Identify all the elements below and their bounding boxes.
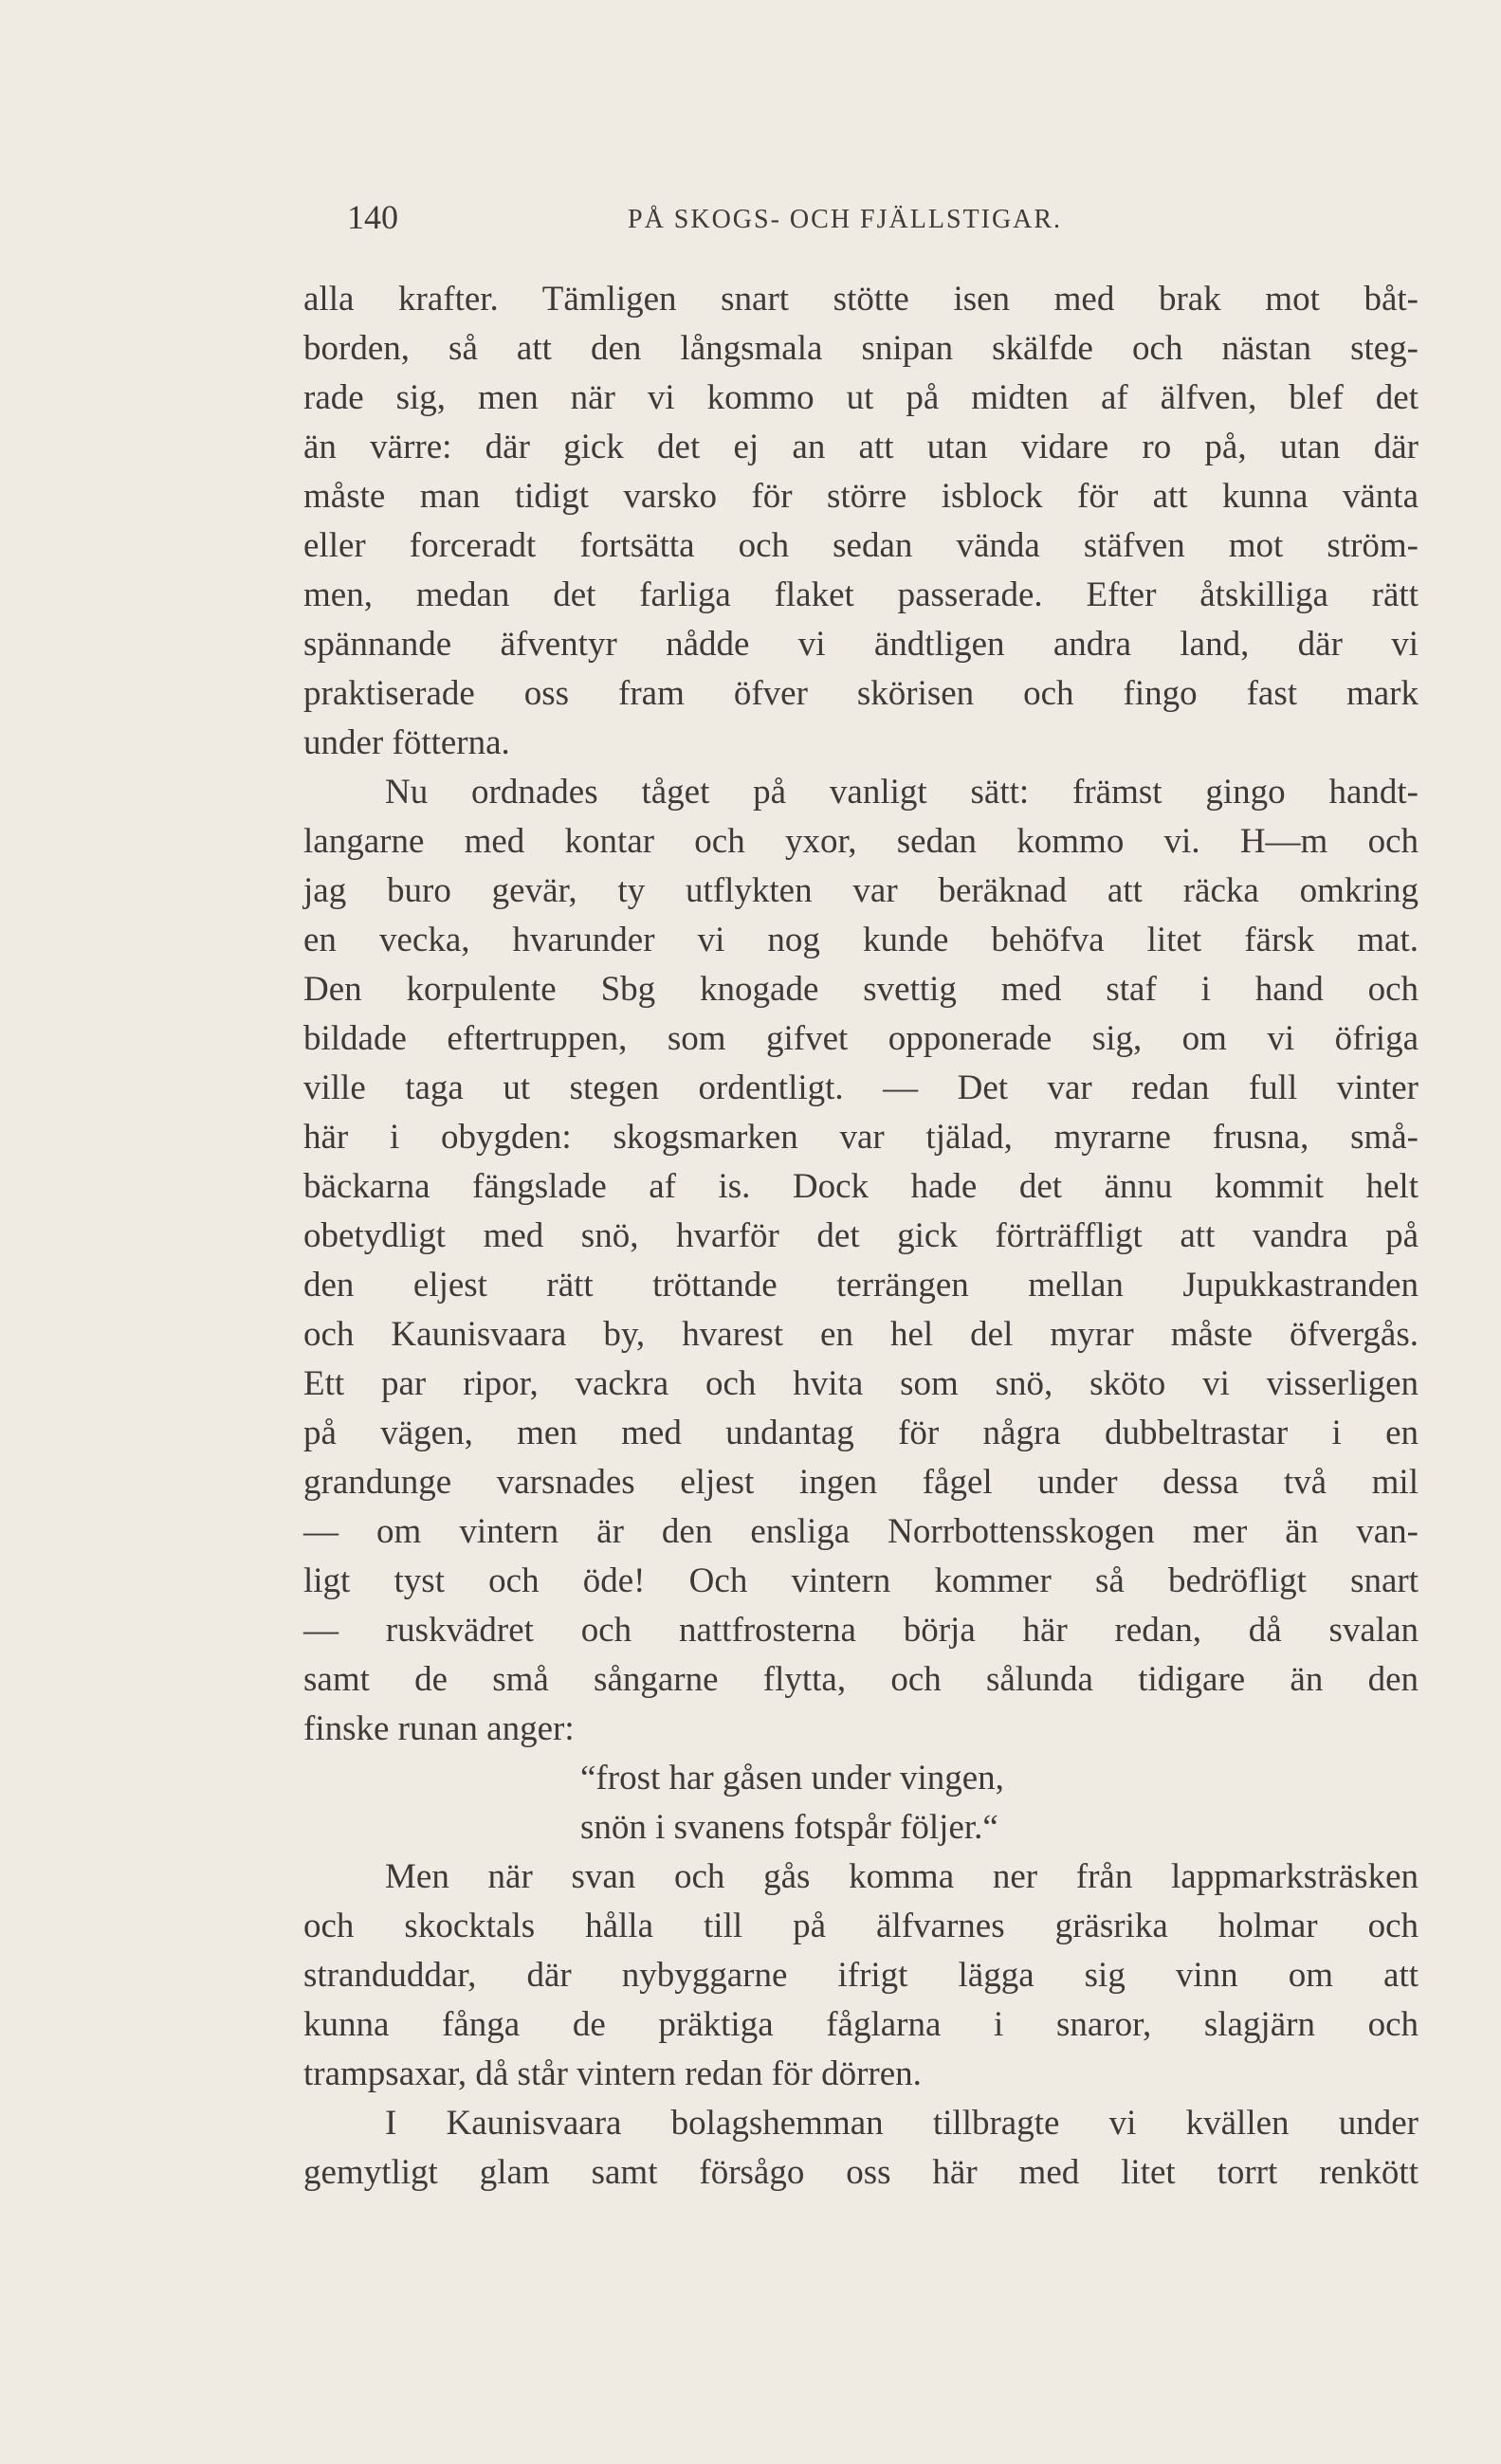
- text-line: Ett par ripor, vackra och hvita som snö, sköto vi visserligen: [303, 1364, 1419, 1403]
- text-line: samt de små sångarne flytta, och sålunda tidigare än den: [303, 1660, 1419, 1699]
- body-text: [303, 275, 1419, 2198]
- text-line: spännande äfventyr nådde vi ändtligen andra land, där vi: [303, 625, 1419, 664]
- text-line: och Kaunisvaara by, hvarest en hel del myrar måste öfvergås.: [303, 1315, 1419, 1354]
- text-line: här i obygden: skogsmarken var tjälad, myrarne frusna, små-: [303, 1118, 1419, 1157]
- text-line: den eljest rätt tröttande terrängen mellan Jupukkastranden: [303, 1266, 1419, 1305]
- text-line: Nu ordnades tåget på vanligt sätt: främst gingo handt-: [385, 773, 1419, 812]
- text-line: kunna fånga de präktiga fåglarna i snaror, slagjärn och: [303, 2005, 1419, 2044]
- text-line: måste man tidigt varsko för större isblock för att kunna vänta: [303, 477, 1419, 516]
- text-line: praktiserade oss fram öfver skörisen och fingo fast mark: [303, 674, 1419, 713]
- text-line: trampsaxar, då står vintern redan för dörren.: [303, 2054, 922, 2093]
- text-line: snön i svanens fotspår följer.“: [580, 1808, 998, 1847]
- text-line: Men när svan och gås komma ner från lappmarksträsken: [385, 1857, 1419, 1896]
- text-line: ligt tyst och öde! Och vintern kommer så bedröfligt snart: [303, 1561, 1419, 1600]
- page-number: 140: [347, 198, 398, 236]
- text-line: finske runan anger:: [303, 1709, 575, 1748]
- text-line: och skocktals hålla till på älfvarnes gräsrika holmar och: [303, 1907, 1419, 1945]
- text-line: gemytligt glam samt försågo oss här med litet torrt renkött: [303, 2153, 1419, 2192]
- text-line: rade sig, men när vi kommo ut på midten af älfven, blef det: [303, 378, 1419, 417]
- text-line: — om vintern är den ensliga Norrbottensskogen mer än van-: [303, 1512, 1419, 1551]
- text-line: langarne med kontar och yxor, sedan kommo vi. H—m och: [303, 822, 1419, 861]
- text-line: obetydligt med snö, hvarför det gick förträffligt att vandra på: [303, 1216, 1419, 1255]
- text-line: bildade eftertruppen, som gifvet opponerade sig, om vi öfriga: [303, 1019, 1419, 1058]
- text-line: eller forceradt fortsätta och sedan vända stäfven mot ström-: [303, 526, 1419, 565]
- text-line: “frost har gåsen under vingen,: [580, 1759, 1004, 1798]
- text-line: jag buro gevär, ty utflykten var beräknad att räcka omkring: [303, 871, 1419, 910]
- text-line: på vägen, men med undantag för några dubbeltrastar i en: [303, 1414, 1419, 1452]
- text-line: bäckarna fängslade af is. Dock hade det ännu kommit helt: [303, 1167, 1419, 1206]
- text-line: men, medan det farliga flaket passerade. Efter åtskilliga rätt: [303, 575, 1419, 614]
- text-line: — ruskvädret och nattfrosterna börja här redan, då svalan: [303, 1611, 1419, 1650]
- page-header: [347, 197, 1295, 254]
- text-line: ville taga ut stegen ordentligt. — Det var redan full vinter: [303, 1068, 1419, 1107]
- text-line: borden, så att den långsmala snipan skälfde och nästan steg-: [303, 329, 1419, 368]
- text-line: I Kaunisvaara bolagshemman tillbragte vi kvällen under: [385, 2104, 1419, 2143]
- text-line: en vecka, hvarunder vi nog kunde behöfva litet färsk mat.: [303, 921, 1419, 959]
- running-title: PÅ SKOGS- OCH FJÄLLSTIGAR.: [628, 205, 1063, 234]
- text-line: alla krafter. Tämligen snart stötte isen med brak mot båt-: [303, 280, 1419, 319]
- text-line: under fötterna.: [303, 723, 510, 762]
- text-line: stranduddar, där nybyggarne ifrigt lägga sig vinn om att: [303, 1956, 1419, 1995]
- text-line: än värre: där gick det ej an att utan vidare ro på, utan där: [303, 428, 1419, 466]
- text-line: grandunge varsnades eljest ingen fågel under dessa två mil: [303, 1463, 1419, 1502]
- text-line: Den korpulente Sbg knogade svettig med staf i hand och: [303, 970, 1419, 1009]
